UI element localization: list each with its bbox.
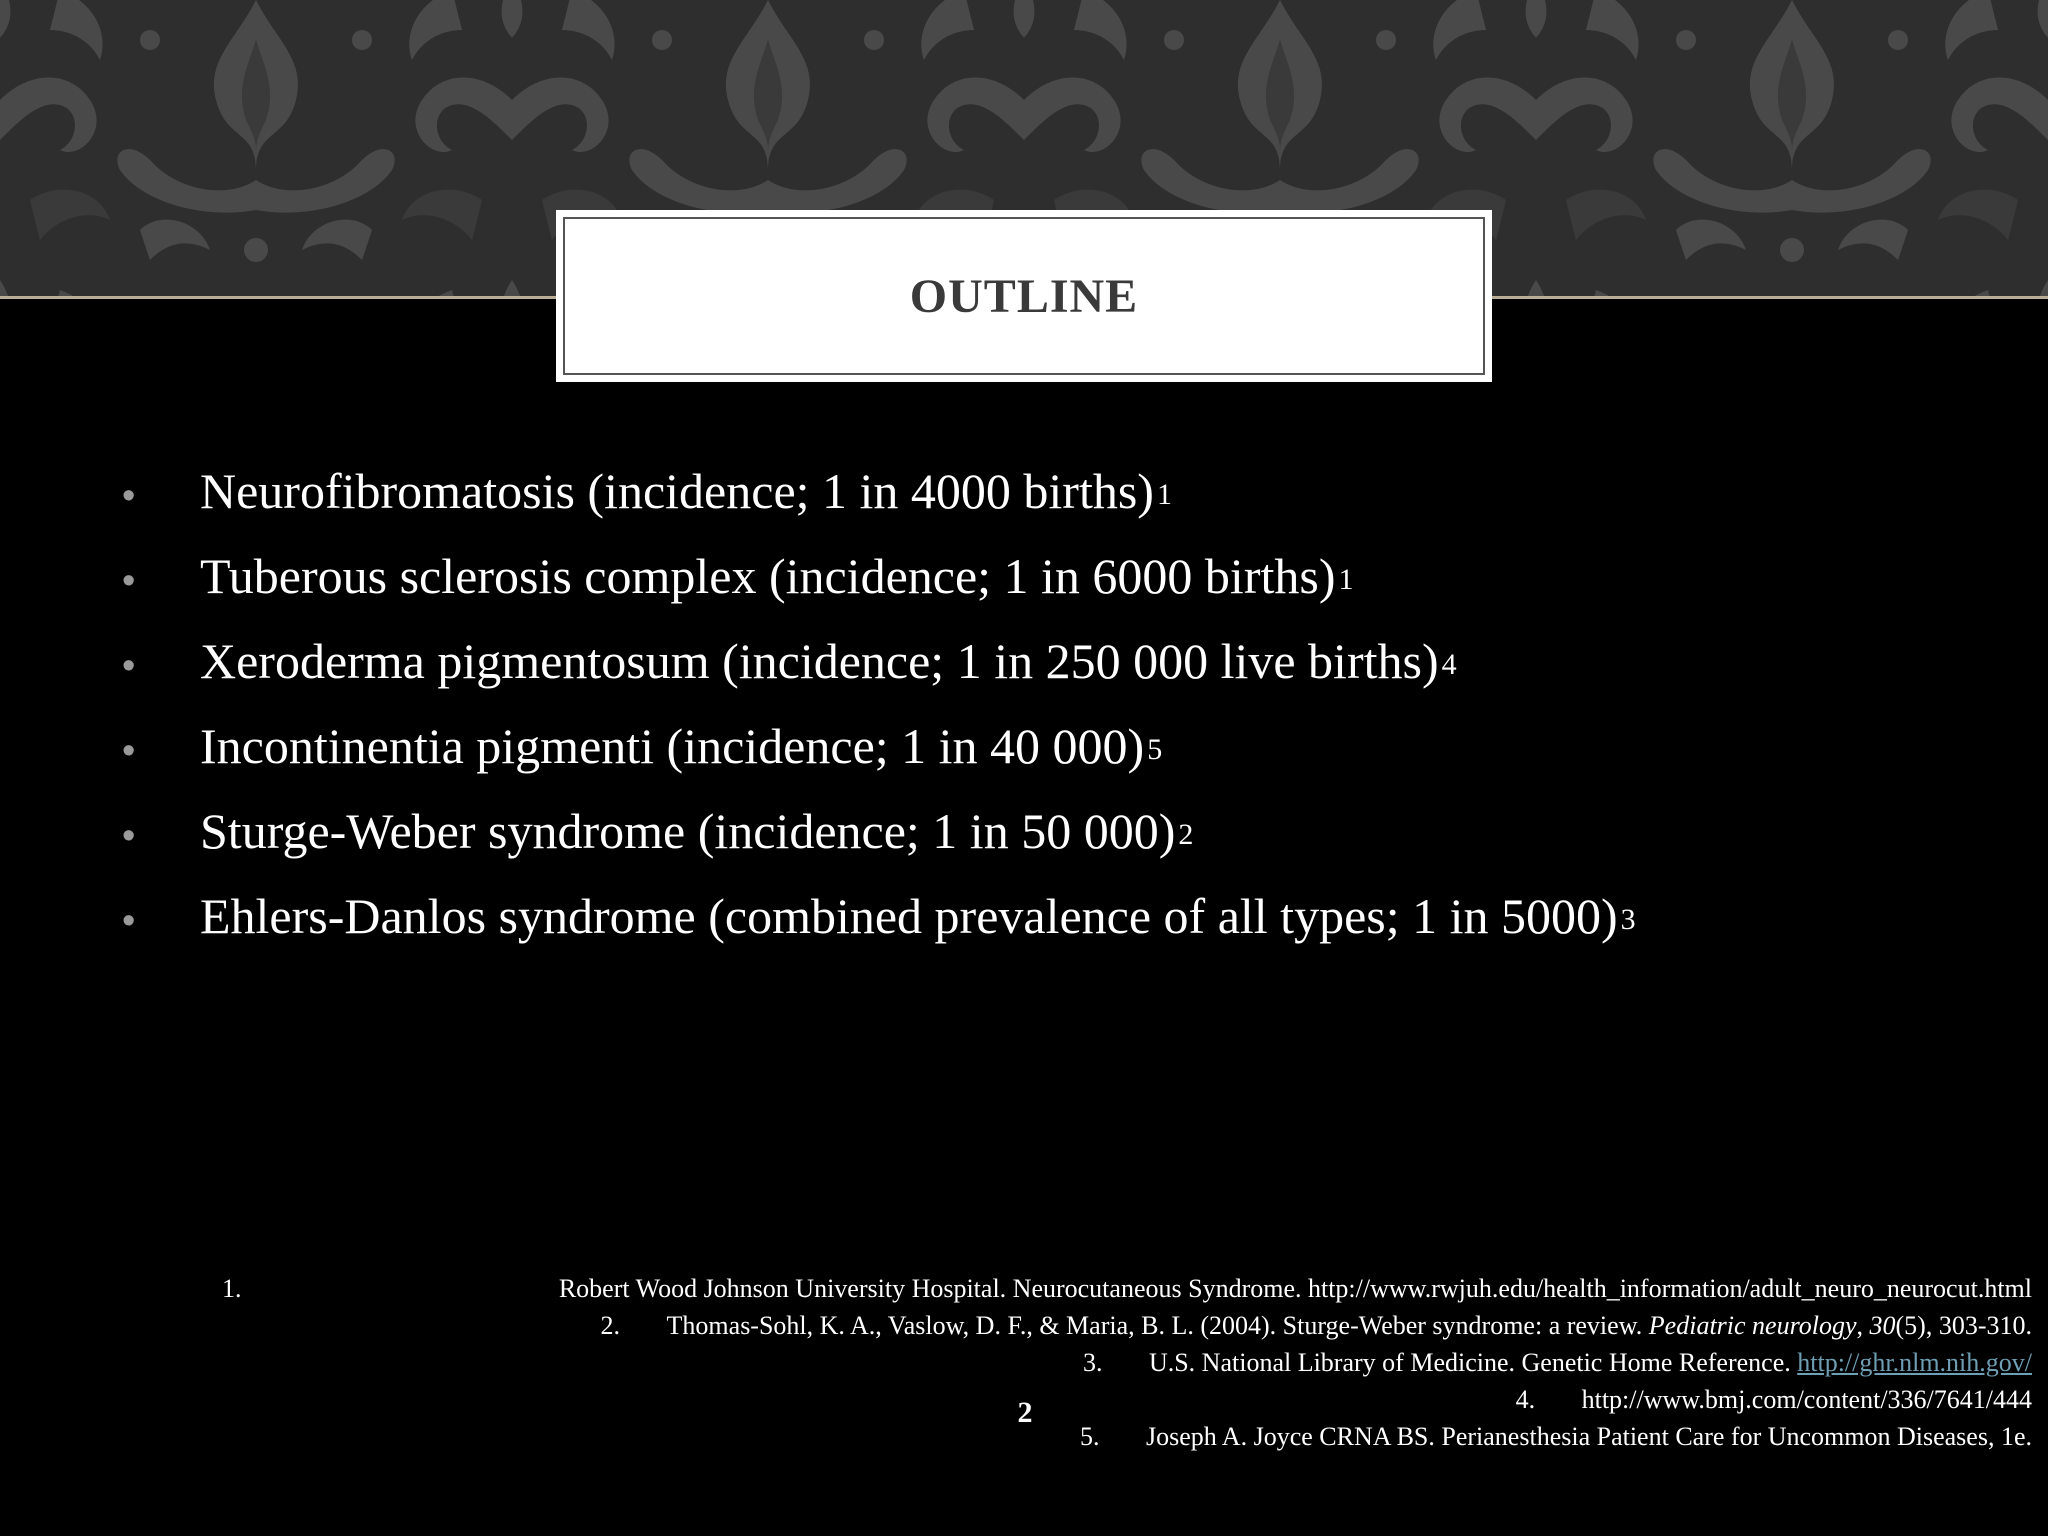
reference-text: U.S. National Library of Medicine. Genetic Home Reference. xyxy=(1148,1348,1798,1377)
reference-1 xyxy=(132,1274,2032,1311)
reference-link[interactable]: http://ghr.nlm.nih.gov/ xyxy=(1797,1348,2032,1377)
title-inner-frame xyxy=(563,217,1485,375)
list-item xyxy=(122,802,2002,887)
citation-marker: 5 xyxy=(1147,733,1163,766)
journal-name: Pediatric neurology xyxy=(1648,1311,1857,1340)
citation-marker: 4 xyxy=(1441,648,1457,681)
reference-number: 5. xyxy=(1079,1422,1100,1451)
slide-title: OUTLINE xyxy=(909,269,1139,323)
title-box xyxy=(556,210,1492,382)
list-item xyxy=(122,462,2002,547)
list-item-text: Xeroderma pigmentosum (incidence; 1 in 250 000 live births) xyxy=(200,633,1439,689)
bullet-dot: • xyxy=(122,900,136,942)
bullet-dot: • xyxy=(122,560,136,602)
journal-volume: 30 xyxy=(1869,1311,1896,1340)
citation-marker: 2 xyxy=(1178,818,1194,851)
list-item xyxy=(122,887,2002,972)
reference-text: Joseph A. Joyce CRNA BS. Perianesthesia Patient Care for Uncommon Diseases, 1e. xyxy=(1145,1422,2032,1451)
reference-text: Thomas-Sohl, K. A., Vaslow, D. F., & Maria, B. L. (2004). Sturge-Weber syndrome: a review. xyxy=(666,1311,1649,1340)
bullet-dot: • xyxy=(122,730,136,772)
reference-separator: , xyxy=(1856,1311,1870,1340)
list-item-text: Incontinentia pigmenti (incidence; 1 in 40 000) xyxy=(200,718,1145,774)
page-number: 2 xyxy=(1017,1396,1033,1429)
reference-pages: (5), 303-310. xyxy=(1895,1311,2032,1340)
list-item-text: Ehlers-Danlos syndrome (combined prevalence of all types; 1 in 5000) xyxy=(200,888,1618,944)
list-item xyxy=(122,632,2002,717)
citation-marker: 3 xyxy=(1620,903,1636,936)
outline-list xyxy=(122,462,2002,972)
list-item xyxy=(122,547,2002,632)
reference-number: 2. xyxy=(600,1311,621,1340)
reference-3 xyxy=(132,1348,2032,1385)
list-item-text: Neurofibromatosis (incidence; 1 in 4000 births) xyxy=(200,463,1154,519)
reference-number: 3. xyxy=(1082,1348,1103,1377)
citation-marker: 1 xyxy=(1156,478,1172,511)
reference-2 xyxy=(132,1311,2032,1348)
bullet-dot: • xyxy=(122,815,136,857)
bullet-dot: • xyxy=(122,645,136,687)
reference-text: http://www.bmj.com/content/336/7641/444 xyxy=(1581,1385,2032,1414)
bullet-dot: • xyxy=(122,475,136,517)
reference-number: 4. xyxy=(1515,1385,1536,1414)
reference-4 xyxy=(132,1385,2032,1422)
list-item-text: Sturge-Weber syndrome (incidence; 1 in 50 000) xyxy=(200,803,1176,859)
list-item-text: Tuberous sclerosis complex (incidence; 1 in 6000 births) xyxy=(200,548,1336,604)
reference-5 xyxy=(132,1422,2032,1459)
list-item xyxy=(122,717,2002,802)
citation-marker: 1 xyxy=(1338,563,1354,596)
reference-text: Robert Wood Johnson University Hospital. Neurocutaneous Syndrome. http://www.rwjuh.edu/health_information/adult_neuro_neurocut.html xyxy=(558,1274,2032,1303)
references xyxy=(132,1274,2032,1459)
reference-number: 1. xyxy=(222,1274,242,1303)
